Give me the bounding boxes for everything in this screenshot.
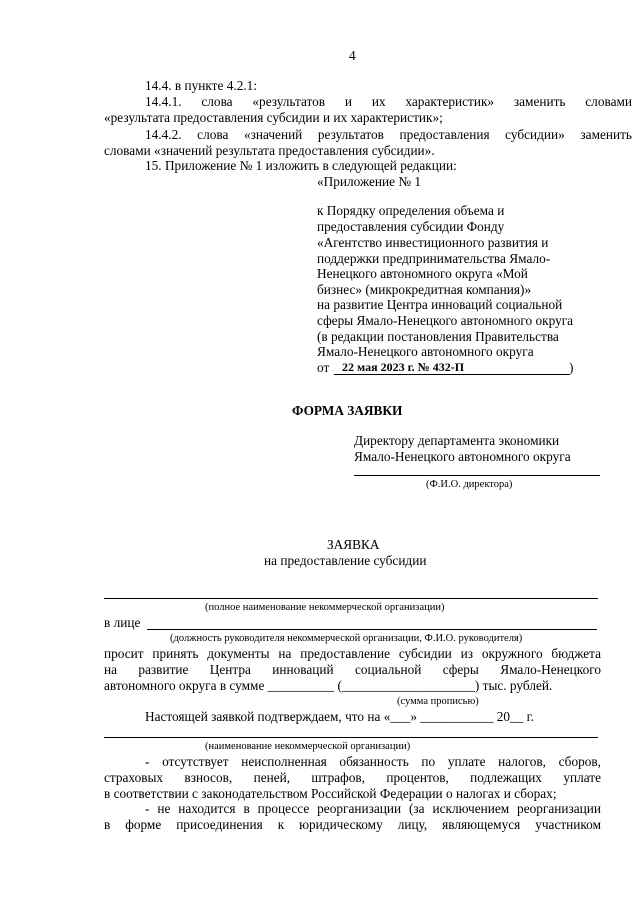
bullet2-line1: - не находится в процессе реорганизации (за исключением реорганизации [145, 801, 601, 816]
request-line1: просит принять документы на предоставление субсидии из окружного бюджета [104, 646, 601, 661]
appendix-line: к Порядку определения объема и [317, 203, 505, 218]
director-name-line[interactable] [354, 475, 600, 476]
bullet1-line2: страховых взносов, пеней, штрафов, процентов, подлежащих уплате [104, 770, 601, 785]
appendix-line: Ямало-Ненецкого автономного округа [317, 344, 534, 359]
addressee-line1: Директору департамента экономики [354, 433, 560, 448]
form-heading: ФОРМА ЗАЯВКИ [292, 403, 403, 418]
position-caption: (должность руководителя некоммерческой организации, Ф.И.О. руководителя) [170, 633, 523, 644]
request-line3: автономного округа в сумме __________ (____________________) тыс. рублей. [104, 678, 553, 693]
in-person-label: в лице [104, 615, 141, 630]
director-caption: (Ф.И.О. директора) [426, 479, 513, 490]
paragraph-14-4-2-line1: 14.4.2. слова «значений результатов предоставления субсидии» заменить [145, 127, 632, 142]
org-full-name-caption: (полное наименование некоммерческой организации) [205, 602, 445, 613]
appendix-line: «Агентство инвестиционного развития и [317, 235, 549, 250]
position-name-line[interactable] [147, 629, 597, 630]
bullet2-line2: в форме присоединения к юридическому лицу, являющемуся участником [104, 817, 601, 832]
date-underline [334, 374, 570, 375]
appendix-date-number: 22 мая 2023 г. № 432-П [342, 360, 465, 374]
amount-caption: (сумма прописью) [397, 696, 479, 707]
confirm-line: Настоящей заявкой подтверждаем, что на «___» ___________ 20__ г. [145, 709, 534, 724]
appendix-from-prefix: от [317, 360, 330, 375]
appendix-line: бизнес» (микрокредитная компания)» [317, 282, 532, 297]
appendix-title: «Приложение № 1 [317, 174, 421, 189]
addressee-line2: Ямало-Ненецкого автономного округа [354, 449, 571, 464]
paragraph-15: 15. Приложение № 1 изложить в следующей редакции: [145, 158, 457, 173]
appendix-line: предоставления субсидии Фонду [317, 219, 505, 234]
paragraph-14-4-2-line2: словами «значений результата предоставления субсидии». [104, 143, 435, 158]
appendix-line: сферы Ямало-Ненецкого автономного округа [317, 313, 574, 328]
bullet1-line1: - отсутствует неисполненная обязанность по уплате налогов, сборов, [145, 754, 601, 769]
bullet1-line3: в соответствии с законодательством Российской Федерации о налогах и сборах; [104, 786, 557, 801]
page-number: 4 [349, 48, 356, 63]
org-name-caption: (наименование некоммерческой организации) [205, 741, 411, 752]
paragraph-14-4: 14.4. в пункте 4.2.1: [145, 78, 258, 93]
org-name-line[interactable] [104, 737, 598, 738]
application-title: ЗАЯВКА [327, 537, 380, 552]
appendix-line: на развитие Центра инноваций социальной [317, 297, 563, 312]
paragraph-14-4-1-line2: «результата предоставления субсидии и их характеристик»; [104, 110, 443, 125]
request-line2: на развитие Центра инноваций социальной сферы Ямало-Ненецкого [104, 662, 601, 677]
appendix-close-paren: ) [569, 360, 574, 375]
appendix-line: Ненецкого автономного округа «Мой [317, 266, 528, 281]
org-full-name-line[interactable] [104, 598, 598, 599]
appendix-line: (в редакции постановления Правительства [317, 329, 559, 344]
paragraph-14-4-1-line1: 14.4.1. слова «результатов и их характеристик» заменить словами [145, 94, 632, 109]
application-subtitle: на предоставление субсидии [264, 553, 427, 568]
appendix-line: поддержки предпринимательства Ямало- [317, 251, 551, 266]
